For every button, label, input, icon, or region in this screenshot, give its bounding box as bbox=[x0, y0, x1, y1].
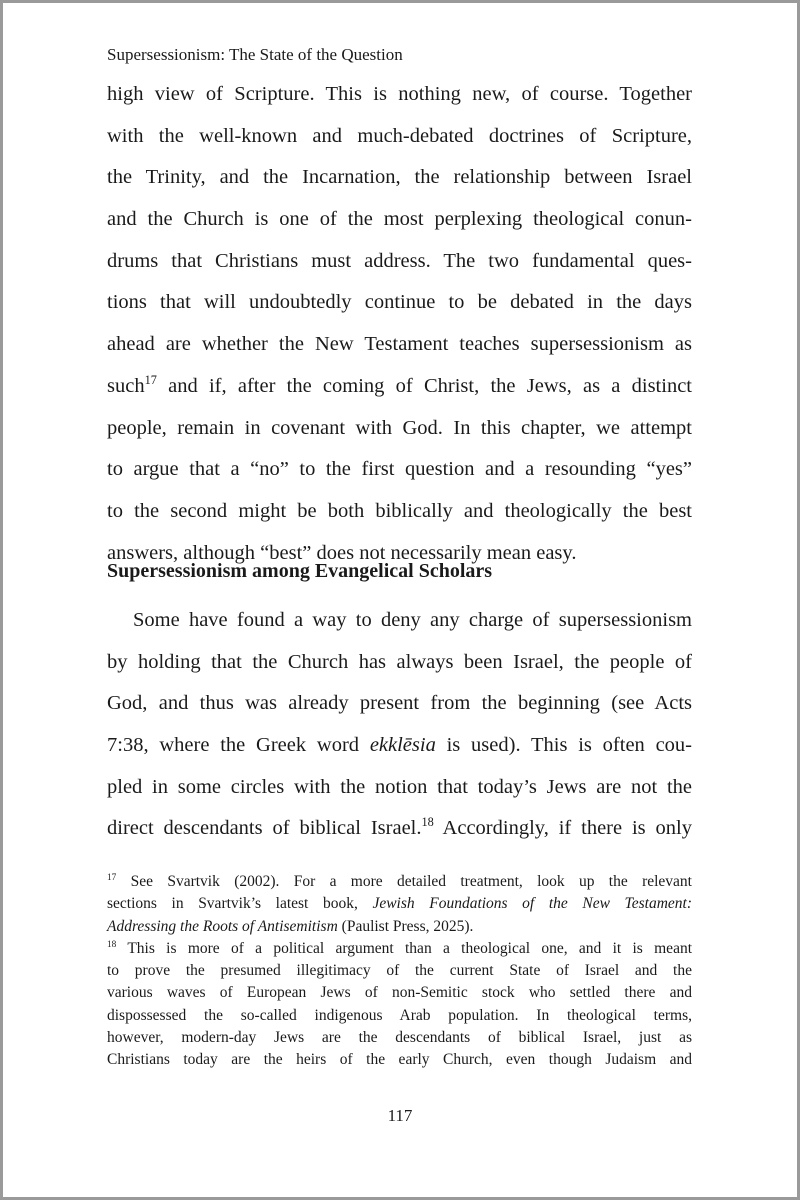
text-line bbox=[107, 491, 692, 533]
text-line bbox=[107, 683, 692, 725]
text-segment: to the second might be both biblically and theologically the best bbox=[107, 499, 692, 522]
text-line bbox=[107, 408, 692, 450]
text-line bbox=[107, 241, 692, 283]
italic-text: Addressing the Roots of Antisemitism bbox=[107, 917, 338, 935]
text-segment: dispossessed the so-called indigenous Arab population. In theological terms, bbox=[107, 1006, 692, 1024]
text-line bbox=[107, 642, 692, 684]
footnote-ref: 18 bbox=[107, 939, 117, 950]
text-line bbox=[107, 808, 692, 850]
text-segment: direct descendants of biblical Israel. bbox=[107, 817, 422, 840]
text-line bbox=[107, 324, 692, 366]
text-line bbox=[107, 938, 692, 960]
text-line bbox=[107, 157, 692, 199]
text-segment: people, remain in covenant with God. In this chapter, we attempt bbox=[107, 416, 692, 439]
text-line bbox=[107, 960, 692, 982]
text-line bbox=[107, 1005, 692, 1027]
footnotes bbox=[107, 871, 692, 1072]
text-segment: by holding that the Church has always been Israel, the people of bbox=[107, 650, 692, 673]
text-segment: 7:38, where the Greek word bbox=[107, 734, 370, 757]
text-segment: the Trinity, and the Incarnation, the relationship between Israel bbox=[107, 166, 692, 189]
text-segment: tions that will undoubtedly continue to be debated in the days bbox=[107, 291, 692, 314]
text-line bbox=[107, 871, 692, 893]
footnote-ref: 17 bbox=[144, 372, 157, 387]
italic-text: ekklēsia bbox=[369, 734, 436, 757]
text-segment: sections in Svartvik’s latest book, bbox=[107, 895, 373, 913]
text-segment: with the well-known and much-debated doctrines of Scripture, bbox=[107, 124, 692, 147]
footnote-ref: 18 bbox=[421, 815, 434, 830]
text-segment: Accordingly, if there is only bbox=[433, 817, 693, 840]
footnote-ref: 17 bbox=[107, 872, 117, 883]
text-line bbox=[107, 725, 692, 767]
paragraph-1 bbox=[107, 74, 692, 574]
text-line bbox=[107, 366, 692, 408]
text-segment: to argue that a “no” to the first question and a resounding “yes” bbox=[107, 458, 692, 481]
running-head: Supersessionism: The State of the Question bbox=[107, 45, 403, 64]
text-line bbox=[107, 1027, 692, 1049]
text-segment: is used). This is often cou- bbox=[435, 734, 693, 757]
text-segment: ahead are whether the New Testament teaches supersessionism as bbox=[107, 333, 692, 356]
text-line bbox=[107, 600, 692, 642]
text-line bbox=[107, 74, 692, 116]
text-line bbox=[107, 1049, 692, 1071]
text-segment: such bbox=[107, 374, 145, 397]
text-line bbox=[107, 893, 692, 915]
text-line bbox=[107, 282, 692, 324]
page-number: 117 bbox=[387, 1106, 413, 1125]
text-segment: Christians today are the heirs of the early Church, even though Judaism and bbox=[107, 1051, 692, 1069]
text-line bbox=[107, 916, 692, 938]
text-segment: Some have found a way to deny any charge of supersessionism bbox=[133, 609, 692, 631]
text-line bbox=[107, 116, 692, 158]
text-segment: pled in some circles with the notion that today’s Jews are not the bbox=[107, 775, 692, 798]
text-line bbox=[107, 199, 692, 241]
paragraph-2 bbox=[107, 600, 692, 850]
text-segment: drums that Christians must address. The two fundamental ques- bbox=[107, 249, 692, 272]
text-segment: answers, although “best” does not necessarily mean easy. bbox=[107, 541, 577, 564]
text-line bbox=[107, 767, 692, 809]
text-segment: to prove the presumed illegitimacy of the current State of Israel and the bbox=[107, 962, 692, 980]
text-line bbox=[107, 449, 692, 491]
section-heading: Supersessionism among Evangelical Scholars bbox=[107, 560, 493, 582]
text-segment: and the Church is one of the most perplexing theological conun- bbox=[107, 208, 692, 231]
text-segment: high view of Scripture. This is nothing new, of course. Together bbox=[107, 83, 692, 105]
text-line bbox=[107, 982, 692, 1004]
italic-text: Jewish Foundations of the New Testament: bbox=[372, 895, 692, 913]
text-segment: various waves of European Jews of non-Semitic stock who settled there and bbox=[107, 984, 692, 1002]
text-segment: (Paulist Press, 2025). bbox=[337, 917, 474, 935]
text-segment: however, modern-day Jews are the descendants of biblical Israel, just as bbox=[107, 1029, 692, 1047]
text-segment: and if, after the coming of Christ, the Jews, as a distinct bbox=[156, 374, 692, 397]
text-segment: This is more of a political argument than a theological one, and it is meant bbox=[116, 939, 692, 957]
text-segment: God, and thus was already present from the beginning (see Acts bbox=[107, 692, 692, 715]
text-segment: See Svartvik (2002). For a more detailed treatment, look up the relevant bbox=[116, 873, 692, 890]
